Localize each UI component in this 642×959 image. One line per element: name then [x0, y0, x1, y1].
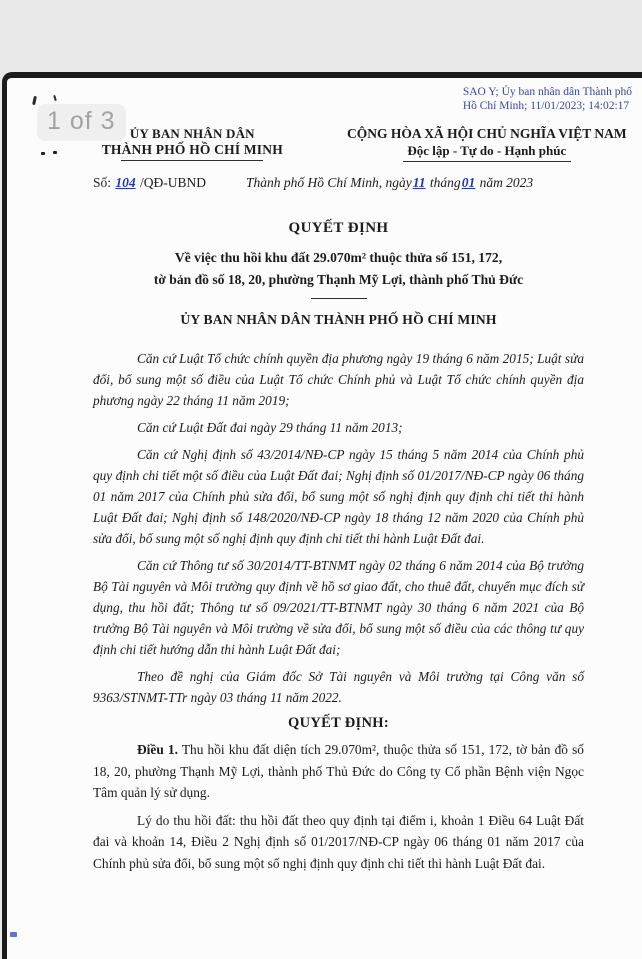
issuer-heading: ỦY BAN NHÂN DÂN THÀNH PHỐ HỒ CHÍ MINH [180, 312, 497, 327]
recital-paragraph: Căn cứ Nghị định số 43/2014/NĐ-CP ngày 15 tháng 5 năm 2014 của Chính phủ quy định chi tiết một số điều của Luật Đất đai; Nghị định số 01/2017/NĐ-CP ngày 06 tháng 01 năm 2017 của Chính phủ sửa đổi, bổ sung một số nghị định quy định chi tiết thi hành Luật Đất đai; Nghị định số 148/2020/NĐ-CP ngày 18 tháng 12 năm 2020 của Chính phủ sửa đổi, bổ sung một số nghị định quy định chi tiết thi hành Luật Đất đai. [93, 447, 584, 546]
subject-line-1: Về việc thu hồi khu đất 29.070m² thuộc thửa số 151, 172, [174, 250, 503, 265]
article-1 [93, 739, 584, 804]
recital-paragraph: Căn cứ Luật Tổ chức chính quyền địa phương ngày 19 tháng 6 năm 2015; Luật sửa đổi, bổ sung một số điều của Luật Tổ chức Chính phủ và Luật Tổ chức chính quyền địa phương ngày 22 tháng 11 năm 2019; [93, 351, 584, 408]
pen-mark [32, 96, 37, 105]
document-header [59, 126, 642, 162]
title-divider-line [311, 298, 367, 299]
dateline-post: năm 2023 [479, 175, 534, 190]
article-1-reason-text: Lý do thu hồi đất: thu hồi đất theo quy định tại điểm i, khoản 1 Điều 64 Luật Đất đai và khoản 14, Điều 2 Nghị định số 01/2017/NĐ-CP ngày 06 tháng 01 năm 2017 của Chính phủ sửa đổi, bổ sung một số nghị định quy định chi tiết thi hành Luật Đất đai. [93, 812, 584, 871]
decision-heading: QUYẾT ĐỊNH: [288, 715, 389, 731]
ink-smudge [10, 932, 17, 937]
certification-stamp-text [463, 86, 632, 113]
pen-mark [53, 95, 57, 101]
header-underline [121, 160, 263, 161]
dateline-mid: tháng [429, 175, 461, 190]
authority-name-line1: ỦY BAN NHÂN DÂN [129, 126, 255, 141]
article-1-reason [93, 810, 584, 875]
article-1-text: Thu hồi khu đất diện tích 29.070m², thuộc thửa số 151, 172, tờ bản đồ số 18, 20, phường Thạnh Mỹ Lợi, thành phố Thủ Đức do Công ty Cổ phần Bệnh viện Ngọc Tâm quản lý sử dụng. [93, 742, 584, 800]
recital-paragraph: Căn cứ Thông tư số 30/2014/TT-BTNMT ngày 02 tháng 6 năm 2014 của Bộ trưởng Bộ Tài nguyên và Môi trường quy định về hồ sơ giao đất, cho thuê đất, chuyển mục đích sử dụng, thu hồi đất; Thông tư số 09/2021/TT-BTNMT ngày 30 tháng 6 năm 2021 của Bộ trưởng Bộ Tài nguyên và Môi trường về sửa đổi, bổ sung một số điều của các thông tư quy định chi tiết hướng dẫn thi hành Luật Đất đai; [93, 558, 584, 657]
place-dateline [246, 175, 533, 191]
dateline-month-handwritten: 01 [461, 175, 476, 190]
doc-number-prefix: Số: [93, 175, 112, 190]
dateline-pre: Thành phố Hồ Chí Minh, ngày [246, 175, 412, 190]
scanned-document-page [2, 72, 642, 959]
document-type-heading: QUYẾT ĐỊNH [288, 220, 389, 236]
article-1-label: Điều 1. [137, 742, 178, 757]
doc-number-handwritten: 104 [115, 175, 136, 190]
national-motto-block [332, 126, 642, 162]
pen-mark [41, 152, 45, 155]
stamp-line-1: SAO Y; Ủy ban nhân dân Thành phố [462, 86, 632, 98]
document-number [93, 175, 206, 191]
decision-articles [93, 739, 584, 874]
subject-line-2: tờ bản đồ số 18, 20, phường Thạnh Mỹ Lợi, thành phố Thủ Đức [153, 272, 524, 287]
recital-paragraph: Theo đề nghị của Giám đốc Sở Tài nguyên và Môi trường tại Công văn số 9363/STNMT-TTr ngày 03 tháng 11 năm 2022. [93, 669, 584, 705]
header-underline [403, 161, 571, 162]
dateline-day-handwritten: 11 [412, 175, 426, 190]
national-title: CỘNG HÒA XÃ HỘI CHỦ NGHĨA VIỆT NAM [346, 126, 627, 141]
recital-paragraph: Căn cứ Luật Đất đai ngày 29 tháng 11 năm 2013; [137, 420, 403, 435]
recitals-section [93, 348, 584, 708]
page-counter-badge: 1 of 3 [37, 104, 126, 141]
document-subject [93, 247, 584, 291]
title-block [93, 220, 584, 328]
national-motto: Độc lập - Tự do - Hạnh phúc [407, 143, 567, 158]
doc-number-suffix: /QĐ-UBND [140, 175, 207, 190]
number-date-row [93, 175, 642, 191]
stamp-line-2: Hồ Chí Minh; 11/01/2023; 14:02:17 [462, 99, 630, 112]
authority-name-line2: THÀNH PHỐ HỒ CHÍ MINH [101, 142, 283, 157]
